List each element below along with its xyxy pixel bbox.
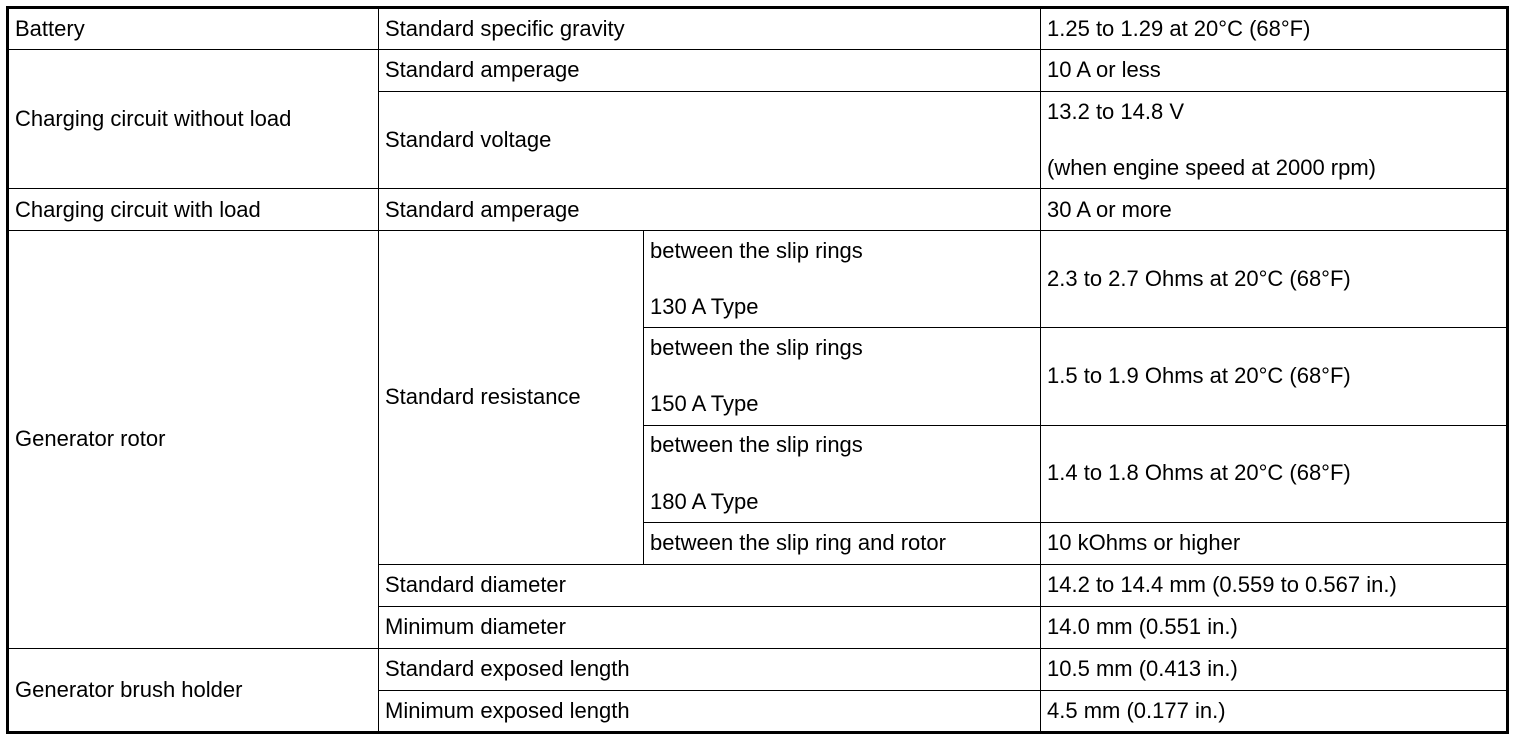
parameter-cell: Minimum exposed length [379, 690, 1041, 732]
value-cell: 10 kOhms or higher [1041, 522, 1508, 564]
item-cell: Generator rotor [8, 231, 379, 649]
parameter-cell: Standard voltage [379, 92, 1041, 189]
condition-line: between the slip rings [650, 432, 863, 458]
item-cell: Charging circuit with load [8, 189, 379, 231]
item-cell: Battery [8, 8, 379, 50]
condition-line: between the slip rings [650, 335, 863, 361]
condition-line: between the slip rings [650, 237, 863, 263]
condition-type: 150 A Type [650, 391, 759, 417]
table-row [8, 231, 1508, 328]
parameter-cell: Standard amperage [379, 189, 1041, 231]
condition-cell [644, 328, 1041, 425]
parameter-cell: Standard resistance [379, 231, 644, 564]
parameter-cell: Standard amperage [379, 50, 1041, 92]
value-cell: 10 A or less [1041, 50, 1508, 92]
table-row [8, 189, 1508, 231]
condition-cell [644, 231, 1041, 328]
value-cell: 30 A or more [1041, 189, 1508, 231]
condition-type: 180 A Type [650, 488, 759, 514]
parameter-cell: Standard specific gravity [379, 8, 1041, 50]
value-cell: 1.4 to 1.8 Ohms at 20°C (68°F) [1041, 425, 1508, 522]
value-cell: 2.3 to 2.7 Ohms at 20°C (68°F) [1041, 231, 1508, 328]
condition-cell: between the slip ring and rotor [644, 522, 1041, 564]
item-cell: Charging circuit without load [8, 50, 379, 189]
specifications-table [6, 6, 1509, 734]
parameter-cell: Standard exposed length [379, 648, 1041, 690]
value-note: (when engine speed at 2000 rpm) [1047, 155, 1377, 181]
value-cell: 1.25 to 1.29 at 20°C (68°F) [1041, 8, 1508, 50]
value-cell: 14.2 to 14.4 mm (0.559 to 0.567 in.) [1041, 564, 1508, 606]
value-line: 13.2 to 14.8 V [1047, 98, 1185, 124]
value-cell: 10.5 mm (0.413 in.) [1041, 648, 1508, 690]
table-row [8, 8, 1508, 50]
item-cell: Generator brush holder [8, 648, 379, 732]
condition-type: 130 A Type [650, 294, 759, 320]
value-cell [1041, 92, 1508, 189]
table-row [8, 648, 1508, 690]
parameter-cell: Standard diameter [379, 564, 1041, 606]
value-cell: 4.5 mm (0.177 in.) [1041, 690, 1508, 732]
value-cell: 14.0 mm (0.551 in.) [1041, 606, 1508, 648]
parameter-cell: Minimum diameter [379, 606, 1041, 648]
value-cell: 1.5 to 1.9 Ohms at 20°C (68°F) [1041, 328, 1508, 425]
table-row [8, 50, 1508, 92]
condition-cell [644, 425, 1041, 522]
